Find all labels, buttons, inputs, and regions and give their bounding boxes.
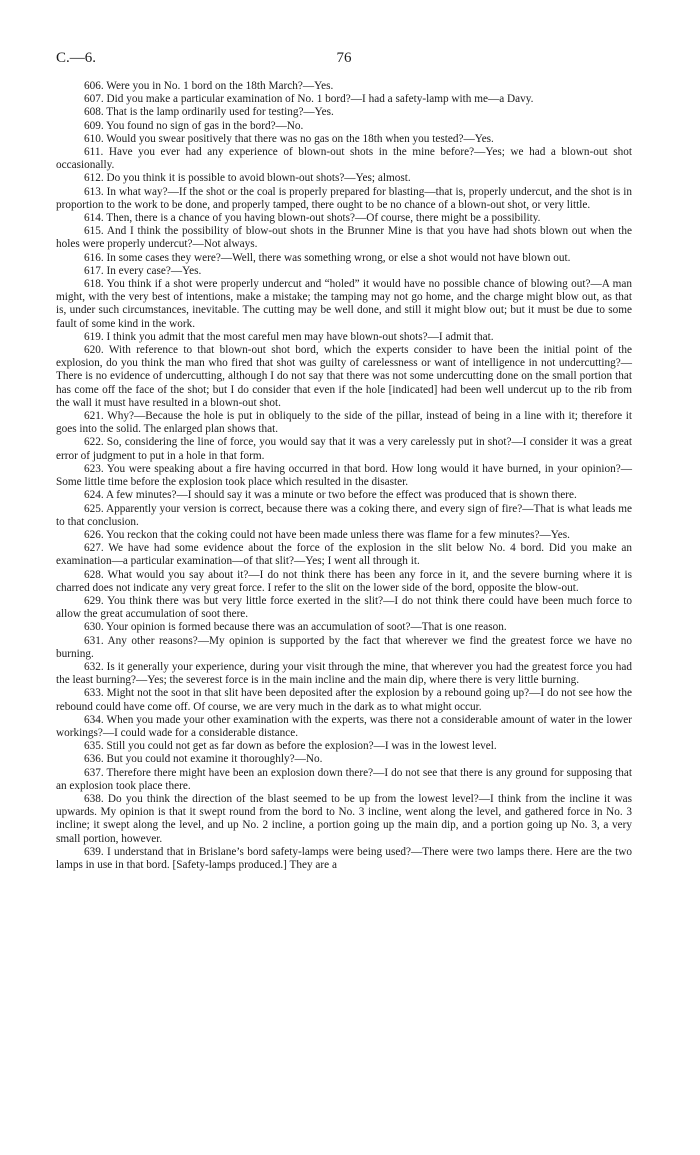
testimony-paragraph: 633. Might not the soot in that slit have been deposited after the explosion by a rebound going up?—I do not see how the rebound could have come off. Of course, we are very much in the dark as to what might occur. [56, 687, 632, 713]
testimony-paragraph: 637. Therefore there might have been an explosion down there?—I do not see that there is any ground for supposing that an explosion took place there. [56, 766, 632, 792]
testimony-paragraph: 632. Is it generally your experience, during your visit through the mine, that wherever you had the greatest force you had the least burning?—Yes; the severest force is in the main incline and the main dip, where there is very little burning. [56, 660, 632, 687]
testimony-paragraph: 631. Any other reasons?—My opinion is supported by the fact that wherever we find the greatest force we have no burning. [56, 634, 632, 660]
testimony-paragraph: 613. In what way?—If the shot or the coal is properly prepared for blasting—that is, properly undercut, and the shot is in proportion to the work to be done, and properly tamped, there ought to be no chance of a blown-out shot, or very little. [56, 185, 632, 211]
testimony-paragraph: 617. In every case?—Yes. [84, 264, 202, 277]
testimony-paragraph: 619. I think you admit that the most careful men may have blown-out shots?—I admit that. [84, 330, 494, 343]
testimony-paragraph: 634. When you made your other examination with the experts, was there not a considerable amount of water in the lower workings?—I could wade for a considerable distance. [56, 713, 632, 739]
evidence-transcript [56, 80, 632, 872]
testimony-paragraph: 624. A few minutes?—I should say it was a minute or two before the effect was produced that is shown there. [84, 489, 577, 502]
testimony-paragraph: 628. What would you say about it?—I do not think there has been any force in it, and the severe burning where it is charred does not indicate any very great force. I refer to the slit on the lower side of the bord, opposite the blow-out. [56, 568, 632, 594]
testimony-paragraph: 630. Your opinion is formed because there was an accumulation of soot?—That is one reason. [84, 621, 507, 634]
testimony-paragraph: 611. Have you ever had any experience of blown-out shots in the mine before?—Yes; we had a blown-out shot occasionally. [56, 146, 632, 172]
testimony-paragraph: 620. With reference to that blown-out shot bord, which the experts consider to have been the initial point of the explosion, do you think the man who fired that shot was guilty of carelessness or want of intelligence in not undercutting?—There is no evidence of undercutting, although I do not say that there was not some undercutting done on the small portion that has come off the face of the shot; but I do consider that even if the hole [indicated] had been well undercut up to the rib from the wall it must have resulted in a blown-out shot. [56, 344, 632, 409]
testimony-paragraph: 638. Do you think the direction of the blast seemed to be up from the lowest level?—I think from the incline it was upwards. My opinion is that it swept round from the bord to No. 3 incline, went along the level, and gathered force in No. 3 incline; it swept along the level, and up No. 2 incline, a portion going up the main dip, and a portion going up No. 3, a very small portion, however. [56, 792, 632, 845]
testimony-paragraph: 639. I understand that in Brislane’s bord safety-lamps were being used?—There were two lamps there. Here are the two lamps in use in that bord. [Safety-lamps produced.] They are a [56, 845, 632, 871]
testimony-paragraph: 608. That is the lamp ordinarily used for testing?—Yes. [84, 106, 334, 119]
testimony-paragraph: 621. Why?—Because the hole is put in obliquely to the side of the pillar, instead of being in a line with it; therefore it goes into the solid. The enlarged plan shows that. [56, 410, 632, 436]
testimony-paragraph: 625. Apparently your version is correct, because there was a coking there, and every sign of fire?—That is what leads me to that conclusion. [56, 502, 632, 528]
testimony-paragraph: 636. But you could not examine it thoroughly?—No. [84, 753, 323, 766]
testimony-paragraph: 627. We have had some evidence about the force of the explosion in the slit below No. 4 bord. Did you make an examination—a particular examination—of that slit?—Yes; I went all through it. [56, 542, 632, 568]
testimony-paragraph: 610. Would you swear positively that there was no gas on the 18th when you tested?—Yes. [84, 132, 494, 145]
testimony-paragraph: 607. Did you make a particular examination of No. 1 bord?—I had a safety-lamp with me—a Davy. [84, 93, 534, 106]
testimony-paragraph: 629. You think there was but very little force exerted in the slit?—I do not think there could have been much force to allow the great accumulation of soot there. [56, 594, 632, 621]
testimony-paragraph: 606. Were you in No. 1 bord on the 18th March?—Yes. [84, 80, 334, 92]
page-number: 76 [336, 50, 352, 66]
testimony-paragraph: 616. In some cases they were?—Well, there was something wrong, or else a shot would not have blown out. [84, 251, 571, 264]
testimony-paragraph: 622. So, considering the line of force, you would say that it was a very carelessly put in shot?—I consider it was a great error of judgment to put in a hole in that form. [56, 436, 632, 462]
page-header [56, 50, 632, 80]
testimony-paragraph: 609. You found no sign of gas in the bord?—No. [84, 119, 304, 132]
testimony-paragraph: 635. Still you could not get as far down as before the explosion?—I was in the lowest level. [84, 740, 497, 753]
testimony-paragraph: 626. You reckon that the coking could not have been made unless there was flame for a few minutes?—Yes. [84, 528, 570, 541]
document-page [56, 50, 632, 872]
testimony-paragraph: 614. Then, there is a chance of you having blown-out shots?—Of course, there might be a possibility. [84, 212, 541, 225]
testimony-paragraph: 623. You were speaking about a fire having occurred in that bord. How long would it have burned, in your opinion?—Some little time before the explosion took place which resulted in the disaster. [56, 462, 632, 489]
testimony-paragraph: 612. Do you think it is possible to avoid blown-out shots?—Yes; almost. [84, 172, 411, 185]
testimony-paragraph: 615. And I think the possibility of blow-out shots in the Brunner Mine is that you have had shots blown out when the holes were properly undercut?—Not always. [56, 225, 632, 251]
document-reference: C.—6. [56, 50, 97, 66]
testimony-paragraph: 618. You think if a shot were properly undercut and “holed” it would have no possible chance of blowing out?—A man might, with the very best of intentions, make a mistake; the tamping may not go home, and the charge might blow out, as that is, under such circumstances, inevitable. The cutting may be well done, and still it might blow out; but it must be due to some fault of some kind in the work. [56, 278, 632, 330]
